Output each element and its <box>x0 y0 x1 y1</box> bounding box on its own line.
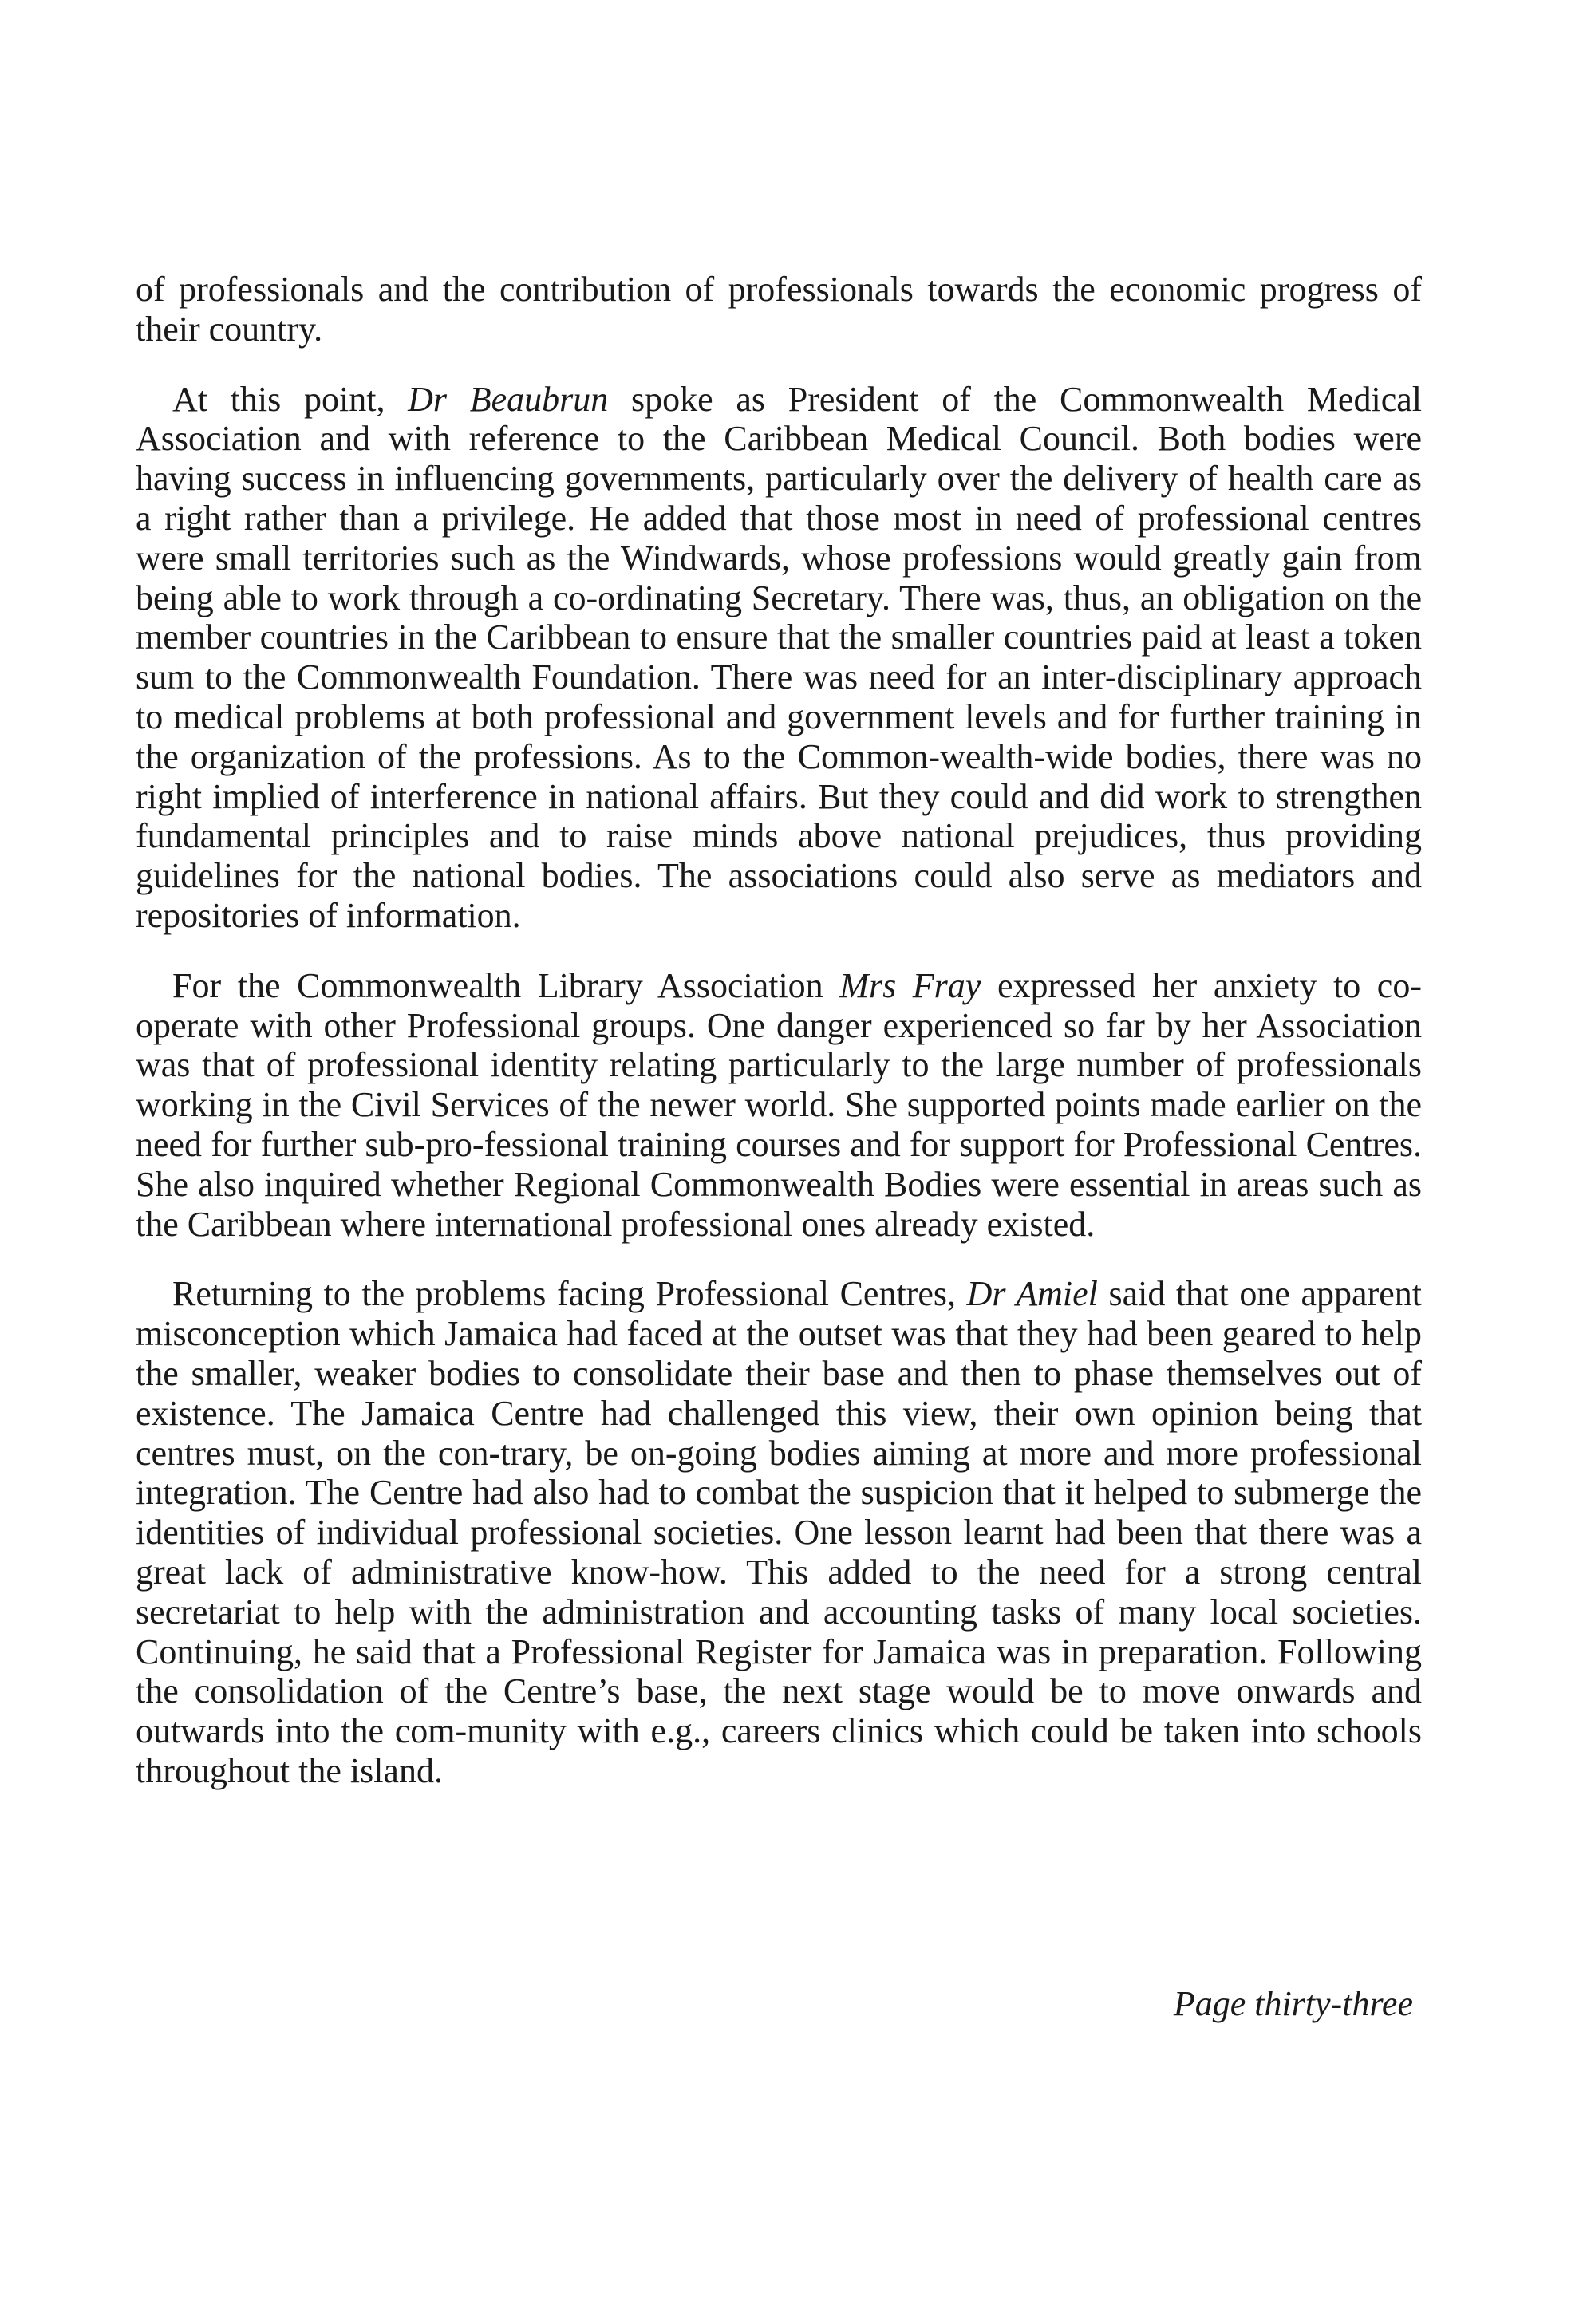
paragraph-continuation <box>136 270 1422 349</box>
speaker-name: Dr Beaubrun <box>408 379 609 419</box>
paragraph-beaubrun <box>136 380 1422 936</box>
paragraph-amiel <box>136 1274 1422 1790</box>
body-text <box>136 270 1422 1821</box>
paragraph-text: At this point, <box>172 379 409 419</box>
paragraph-text: spoke as President of the Commonwealth Medical Association and with reference to the Caribbean Medical Council. Both bodies were having success in influencing governments, particularly over the delivery of health care as a right rather than a privilege. He added that those most in need of professional centres were small territories such as the Windwards, whose professions would greatly gain from being able to work through a co-ordinating Secretary. There was, thus, an obligation on the member countries in the Caribbean to ensure that the smaller countries paid at least a token sum to the Commonwealth Foundation. There was need for an inter-disciplinary approach to medical problems at both professional and government levels and for further training in the organization of the professions. As to the Common-wealth-wide bodies, there was no right implied of interference in national affairs. But they could and did work to strengthen fundamental principles and to raise minds above national prejudices, thus providing guidelines for the national bodies. The associations could also serve as mediators and repositories of information. <box>136 379 1422 935</box>
paragraph-text: said that one apparent misconception which Jamaica had faced at the outset was that they had been geared to help the smaller, weaker bodies to consolidate their base and then to phase themselves out of existence. The Jamaica Centre had challenged this view, their own opinion being that centres must, on the con-trary, be on-going bodies aiming at more and more professional integration. The Centre had also had to combat the suspicion that it helped to submerge the identities of individual professional societies. One lesson learnt had been that there was a great lack of administrative know-how. This added to the need for a strong central secretariat to help with the administration and accounting tasks of many local societies. Continuing, he said that a Professional Register for Jamaica was in preparation. Following the consolidation of the Centre’s base, the next stage would be to move onwards and outwards into the com-munity with e.g., careers clinics which could be taken into schools throughout the island. <box>136 1274 1422 1790</box>
paragraph-text: Returning to the problems facing Professional Centres, <box>172 1274 967 1314</box>
speaker-name: Dr Amiel <box>966 1274 1098 1314</box>
paragraph-text: of professionals and the contribution of professionals towards the economic progress of their country. <box>136 270 1422 349</box>
paragraph-text: For the Commonwealth Library Association <box>172 965 840 1005</box>
paragraph-fray <box>136 966 1422 1245</box>
paragraph-text: expressed her anxiety to co-operate with other Professional groups. One danger experienced so far by her Association was that of professional identity relating particularly to the large number of professionals working in the Civil Services of the newer world. She supported points made earlier on the need for further sub-pro-fessional training courses and for support for Professional Centres. She also inquired whether Regional Commonwealth Bodies were essential in areas such as the Caribbean where international professional ones already existed. <box>136 965 1422 1244</box>
speaker-name: Mrs Fray <box>839 965 981 1005</box>
page-number: Page thirty-three <box>1173 1984 1413 2023</box>
